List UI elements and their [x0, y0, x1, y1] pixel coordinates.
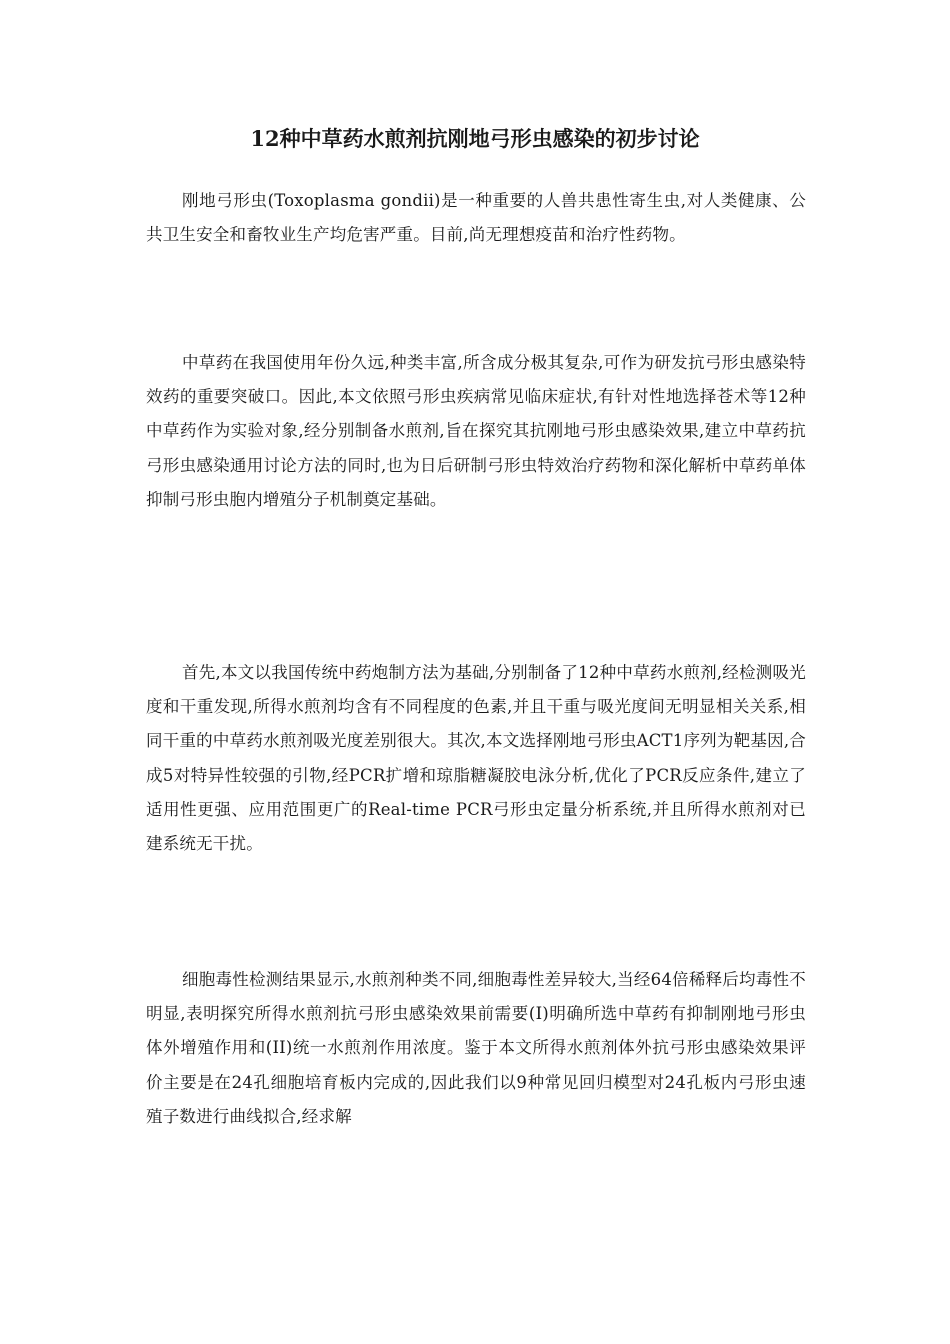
paragraph-cytotoxicity: 细胞毒性检测结果显示,水煎剂种类不同,细胞毒性差异较大,当经64倍稀释后均毒性不明显,表明探究所得水煎剂抗弓形虫感染效果前需要(I)明确所选中草药有抑制刚地弓形虫体外增殖作用和(II)统一水煎剂作用浓度。鉴于本文所得水煎剂体外抗弓形虫感染效果评价主要是在24孔细胞培育板内完成的,因此我们以9种常见回归模型对24孔板内弓形虫速殖子数进行曲线拟合,经求解: [146, 970, 806, 1126]
document-title: 12种中草药水煎剂抗刚地弓形虫感染的初步讨论: [250, 126, 700, 151]
paragraph-intro: 刚地弓形虫(Toxoplasma gondii)是一种重要的人兽共患性寄生虫,对人类健康、公共卫生安全和畜牧业生产均危害严重。目前,尚无理想疫苗和治疗性药物。: [146, 191, 806, 245]
paragraph-methods: 首先,本文以我国传统中药炮制方法为基础,分别制备了12种中草药水煎剂,经检测吸光度和干重发现,所得水煎剂均含有不同程度的色素,并且干重与吸光度间无明显相关关系,相同干重的中草药水煎剂吸光度差别很大。其次,本文选择刚地弓形虫ACT1序列为靶基因,合成5对特异性较强的引物,经PCR扩增和琼脂糖凝胶电泳分析,优化了PCR反应条件,建立了适用性更强、应用范围更广的Real-time PCR弓形虫定量分析系统,并且所得水煎剂对已建系统无干扰。: [146, 663, 806, 854]
paragraph-herbal-medicine: 中草药在我国使用年份久远,种类丰富,所含成分极其复杂,可作为研发抗弓形虫感染特效药的重要突破口。因此,本文依照弓形虫疾病常见临床症状,有针对性地选择苍术等12种中草药作为实验对象,经分别制备水煎剂,旨在探究其抗刚地弓形虫感染效果,建立中草药抗弓形虫感染通用讨论方法的同时,也为日后研制弓形虫特效治疗药物和深化解析中草药单体抑制弓形虫胞内增殖分子机制奠定基础。: [146, 353, 806, 509]
